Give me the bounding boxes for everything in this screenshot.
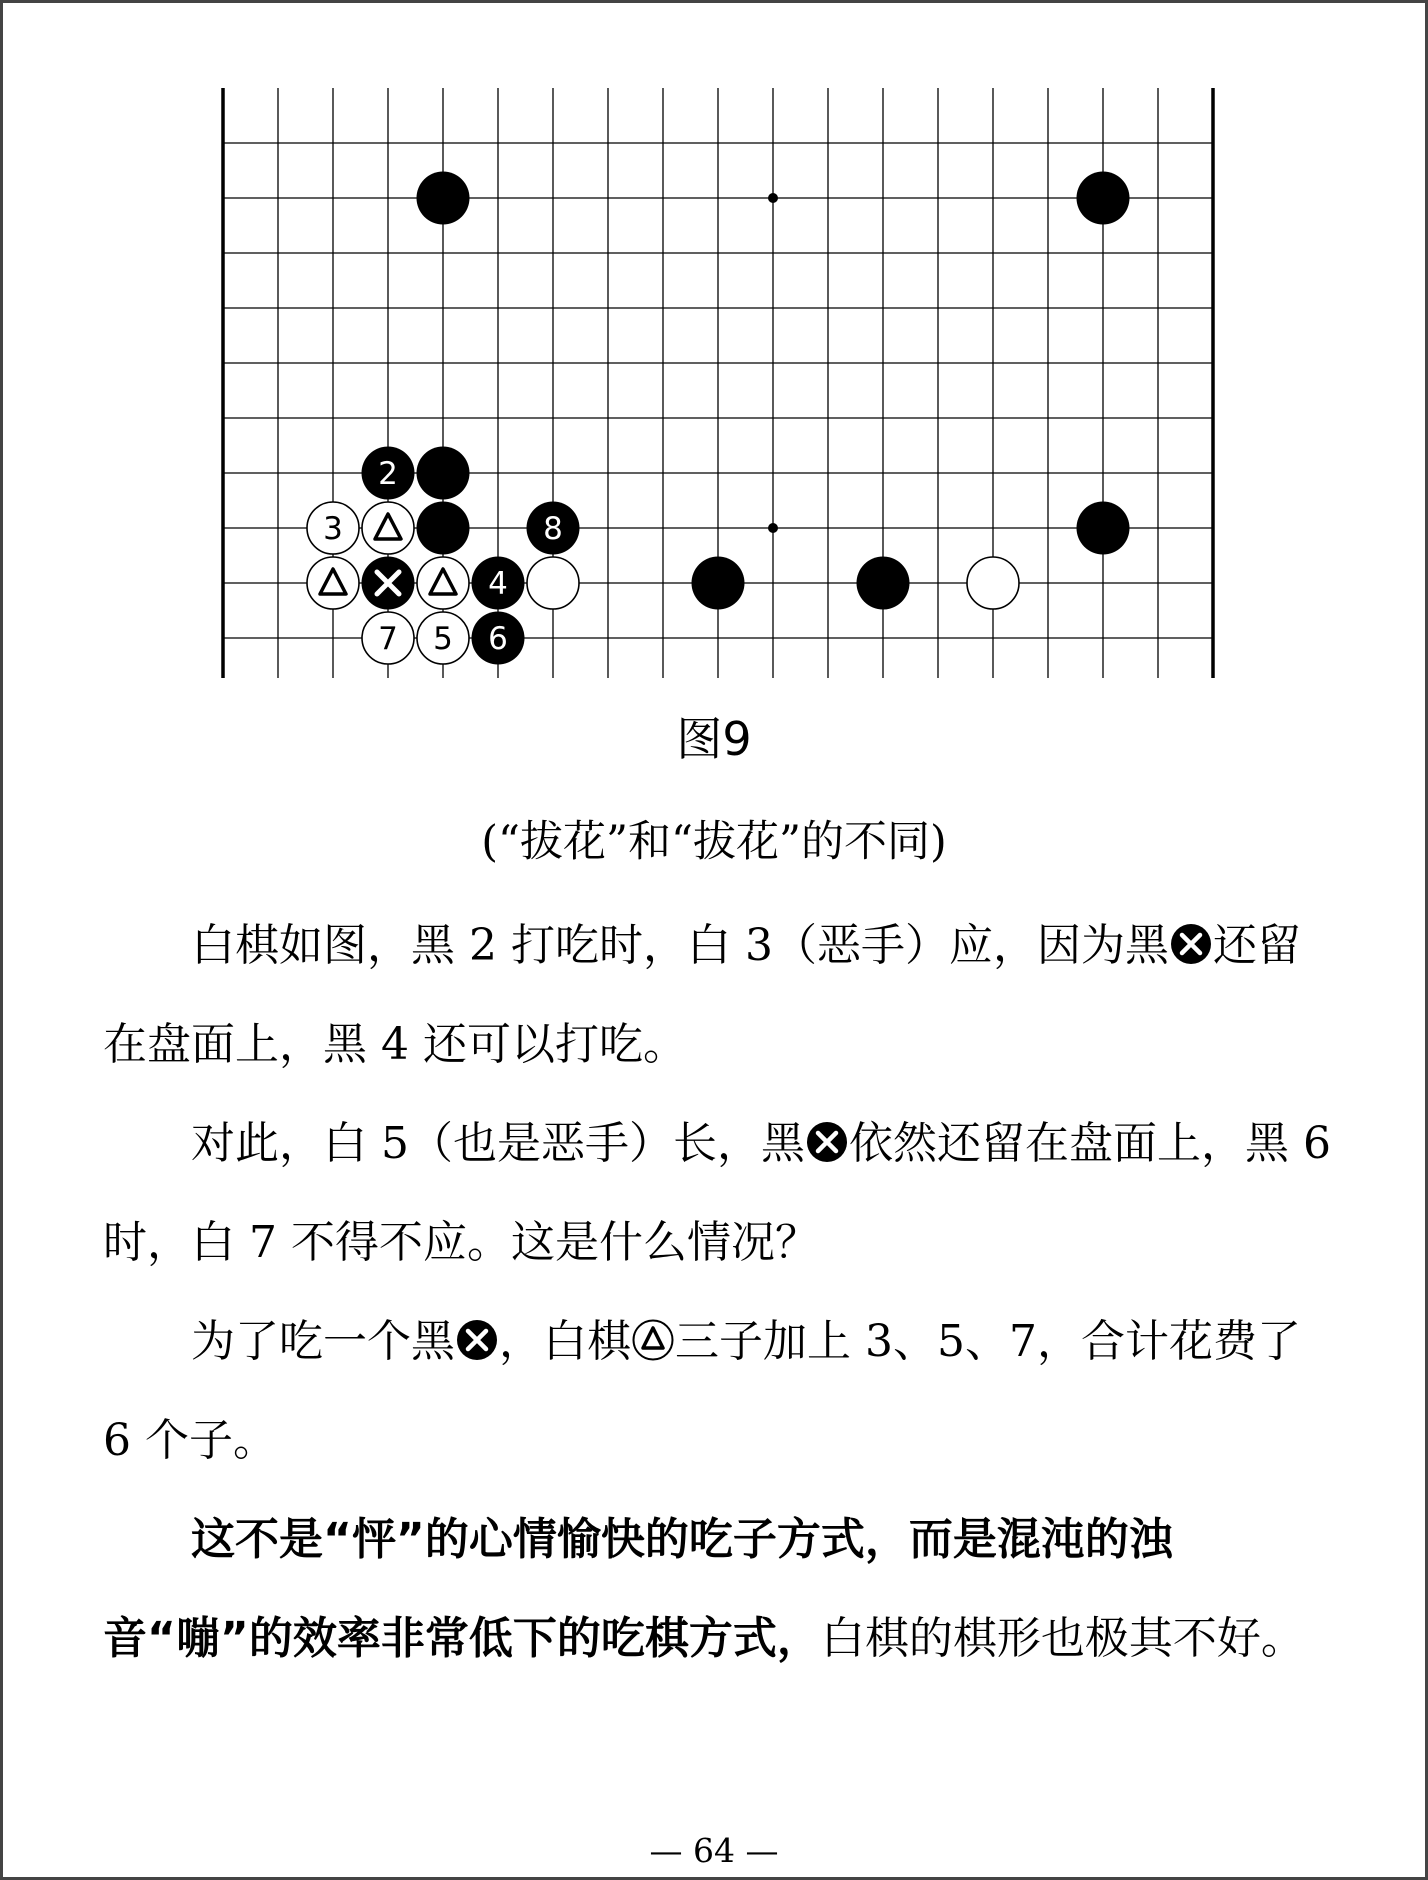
stone-move-number: 3 xyxy=(323,511,343,547)
black-stone xyxy=(857,557,910,610)
stone-move-number: 5 xyxy=(433,621,453,657)
white-stone xyxy=(527,557,579,609)
white-stone xyxy=(362,502,414,554)
black-stone xyxy=(417,172,470,225)
figure-subtitle: (“拔花”和“拔花”的不同) xyxy=(481,817,947,867)
paragraph-4-bold-text: 这不是“怦”的心情愉快的吃子方式，而是混沌的浊音“嘣”的效率非常低下的吃棋方式， xyxy=(103,1514,1173,1664)
black-stone xyxy=(417,447,470,500)
stone-move-number: 6 xyxy=(488,621,508,657)
paragraph-4-text: 白棋的棋形也极其不好。 xyxy=(820,1613,1305,1664)
black-stone-cross-icon xyxy=(805,1120,849,1164)
black-stone xyxy=(1077,502,1130,555)
paragraph-1 xyxy=(103,896,1333,1094)
white-stone xyxy=(307,557,359,609)
paragraph-2-text-b: 依然还留在盘面上，黑 6 时，白 7 不得不应。这是什么情况？ xyxy=(103,1118,1331,1268)
black-stone xyxy=(1077,172,1130,225)
paragraph-1-text-b: 还留在盘面上，黑 4 还可以打吃。 xyxy=(103,920,1301,1070)
star-point xyxy=(768,523,778,533)
white-stone xyxy=(967,557,1019,609)
black-stone-cross-icon xyxy=(1169,922,1213,966)
star-point xyxy=(768,193,778,203)
stone-move-number: 7 xyxy=(378,621,398,657)
body-text xyxy=(103,896,1333,1688)
black-stone xyxy=(417,502,470,555)
paragraph-2-text-a: 对此，白 5（也是恶手）长，黑 xyxy=(191,1118,805,1169)
paragraph-2 xyxy=(103,1094,1333,1292)
paragraph-3-text-c: 三子加上 3、5、7，合计花费了 6 个子。 xyxy=(103,1316,1301,1466)
paragraph-3-text-b: ，白棋 xyxy=(499,1316,631,1367)
page-number: — 64 — xyxy=(649,1831,779,1870)
paragraph-4 xyxy=(103,1490,1333,1688)
go-board-diagram xyxy=(213,83,1223,678)
white-stone-triangle-icon xyxy=(631,1318,675,1362)
stone-move-number: 4 xyxy=(488,566,508,602)
figure-title: 图9 xyxy=(676,712,752,766)
paragraph-3-text-a: 为了吃一个黑 xyxy=(191,1316,455,1367)
black-stone xyxy=(692,557,745,610)
paragraph-1-text-a: 白棋如图，黑 2 打吃时，白 3（恶手）应，因为黑 xyxy=(191,920,1169,971)
stone-move-number: 2 xyxy=(378,456,398,492)
paragraph-3 xyxy=(103,1292,1333,1490)
stone-move-number: 8 xyxy=(543,511,563,547)
white-stone xyxy=(417,557,469,609)
go-board xyxy=(213,83,1223,678)
black-stone-cross-icon xyxy=(455,1318,499,1362)
